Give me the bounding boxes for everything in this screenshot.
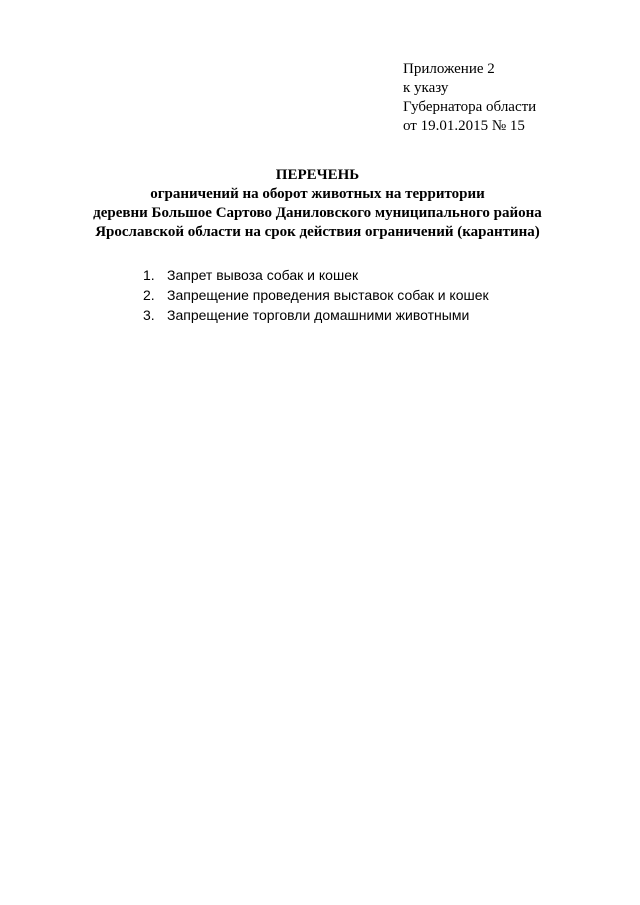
list-item — [143, 265, 489, 285]
list-item-text: Запрет вывоза собак и кошек — [167, 267, 359, 283]
appendix-authority: Губернатора области — [403, 99, 537, 115]
document-title: ПЕРЕЧЕНЬ — [275, 167, 360, 183]
list-item-number: 1. — [143, 267, 155, 283]
list-item-text: Запрещение торговли домашними животными — [167, 307, 470, 323]
heading-line-1: ограничений на оборот животных на территории — [150, 186, 485, 202]
heading-line-3: Ярославской области на срок действия ограничений (карантина) — [95, 224, 540, 240]
appendix-date: от 19.01.2015 № 15 — [403, 118, 525, 134]
appendix-number: Приложение 2 — [403, 61, 495, 77]
list-item — [143, 305, 489, 325]
appendix-block — [403, 60, 536, 136]
restrictions-list — [143, 265, 489, 325]
appendix-ref: к указу — [403, 80, 449, 96]
list-item-text: Запрещение проведения выставок собак и кошек — [167, 287, 489, 303]
document-heading — [60, 166, 575, 242]
list-item-number: 2. — [143, 287, 155, 303]
list-item-number: 3. — [143, 307, 155, 323]
heading-line-2: деревни Большое Сартово Даниловского муниципального района — [93, 205, 542, 221]
list-item — [143, 285, 489, 305]
